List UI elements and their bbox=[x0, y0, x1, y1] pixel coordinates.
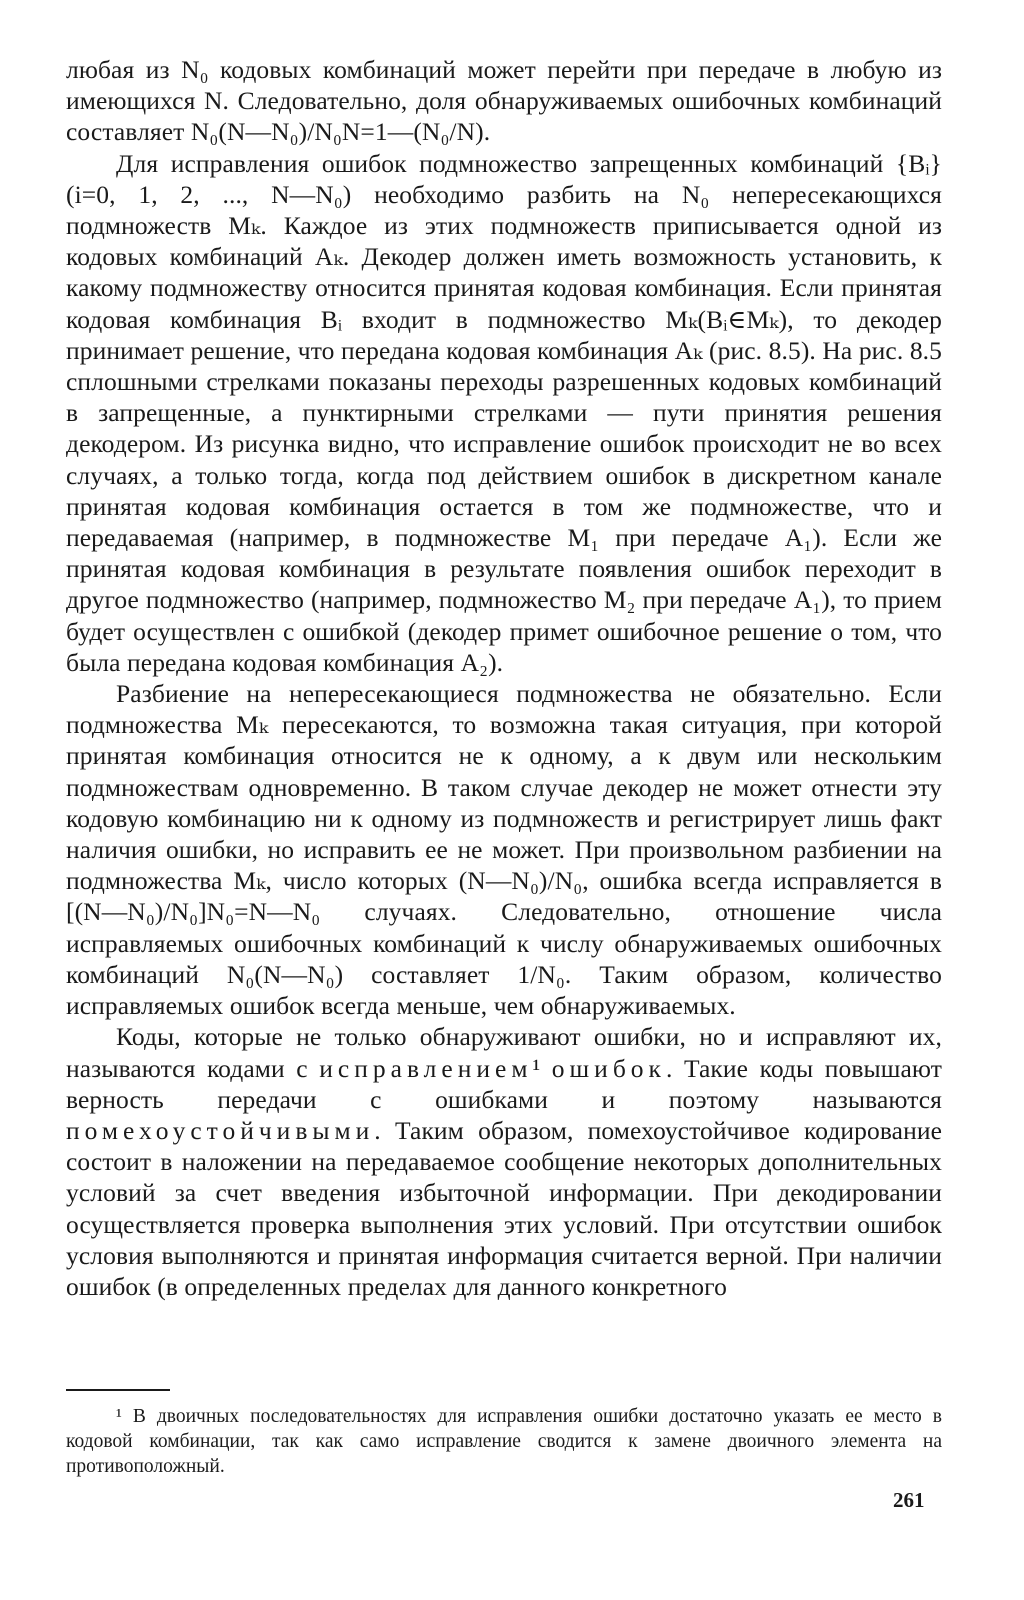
page-body bbox=[66, 54, 942, 1302]
paragraph-1: любая из N₀ кодовых комбинаций может перейти при передаче в любую из имеющихся N. Следовательно, доля обнаруживаемых ошибочных комбинаций составляет N₀(N—N₀)/N₀N=1—(N₀/N). bbox=[66, 55, 942, 147]
paragraph-4-text-b: . Такие коды повышают верность передачи с ошибками и поэтому называются bbox=[66, 1053, 942, 1114]
paragraph-4-text-a: Коды, которые не только обнаруживают ошибки, но и исправляют их, называются кодами с bbox=[66, 1022, 942, 1083]
term-errors: ошибок bbox=[551, 1053, 666, 1083]
paragraph-4-text-c: . Таким образом, помехоустойчивое кодирование состоит в наложении на передаваемое сообщение некоторых дополнительных условий за счет введения избыточной информации. При декодировании осуществляется проверка выполнения этих условий. При отсутствии ошибок условия выполняются и принятая информация считается верной. При наличии ошибок (в определенных пределах для данного конкретного bbox=[66, 1115, 942, 1301]
term-correction: исправлением bbox=[319, 1053, 533, 1083]
footnote-divider bbox=[66, 1389, 170, 1391]
footnote-ref: ¹ bbox=[532, 1053, 541, 1083]
paragraph-2: Для исправления ошибок подмножество запрещенных комбинаций {Bᵢ} (i=0, 1, 2, ..., N—N₀) необходимо разбить на N₀ непересекающихся подмножеств Mₖ. Каждое из этих подмножеств приписывается одной из кодовых комбинаций Aₖ. Декодер должен иметь возможность установить, к какому подмножеству относится принятая кодовая комбинация. Если принятая кодовая комбинация Bᵢ входит в подмножество Mₖ(Bᵢ∈Mₖ), то декодер принимает решение, что передана кодовая комбинация Aₖ (рис. 8.5). На рис. 8.5 сплошными стрелками показаны переходы разрешенных кодовых комбинаций в запрещенные, а пунктирными стрелками — пути принятия решения декодером. Из рисунка видно, что исправление ошибок происходит не во всех случаях, а только тогда, когда под действием ошибок в дискретном канале принятая кодовая комбинация остается в том же подмножестве, что и передаваемая (например, в подмножестве M₁ при передаче A₁). Если же принятая кодовая комбинация в результате появления ошибок переходит в другое подмножество (например, подмножество M₂ при передаче A₁), то прием будет осуществлен с ошибкой (декодер примет ошибочное решение о том, что была передана кодовая комбинация A₂). bbox=[66, 148, 942, 677]
paragraph-3: Разбиение на непересекающиеся подмножества не обязательно. Если подмножества Mₖ пересекаются, то возможна такая ситуация, при которой принятая комбинация относится не к одному, а к двум или нескольким подмножествам одновременно. В таком случае декодер не может отнести эту кодовую комбинацию ни к одному из подмножеств и регистрирует лишь факт наличия ошибки, но исправить ее не может. При произвольном разбиении на подмножества Mₖ, число которых (N—N₀)/N₀, ошибка всегда исправляется в [(N—N₀)/N₀]N₀=N—N₀ случаях. Следовательно, отношение числа исправляемых ошибочных комбинаций к числу обнаруживаемых ошибочных комбинаций N₀(N—N₀) составляет 1/N₀. Таким образом, количество исправляемых ошибок всегда меньше, чем обнаруживаемых. bbox=[66, 679, 942, 1021]
term-noise-immune: помехоустойчивыми bbox=[66, 1115, 375, 1145]
footnote: ¹ В двоичных последовательностях для исправления ошибки достаточно указать ее место в кодовой комбинации, так как само исправление сводится к замене двоичного элемента на противоположный. bbox=[66, 1406, 942, 1477]
paragraph-4 bbox=[66, 1021, 942, 1302]
page-number: 261 bbox=[893, 1488, 925, 1512]
